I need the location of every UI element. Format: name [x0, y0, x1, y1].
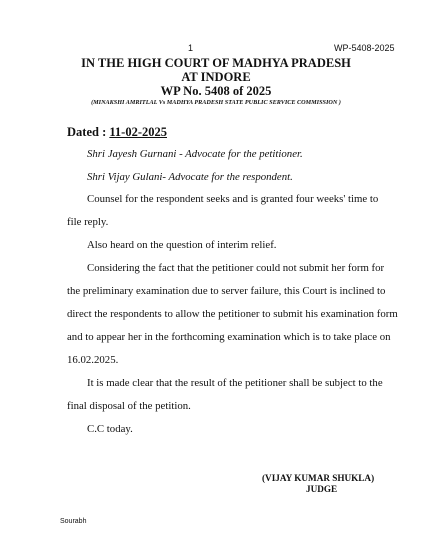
order-line: C.C today. — [87, 423, 133, 435]
page-number: 1 — [188, 43, 194, 53]
judge-name: (VIJAY KUMAR SHUKLA) — [262, 473, 375, 483]
court-name: IN THE HIGH COURT OF MADHYA PRADESH — [81, 56, 351, 70]
order-line: Counsel for the respondent seeks and is granted four weeks' time to — [87, 193, 379, 205]
order-line: Considering the fact that the petitioner could not submit her form for — [87, 262, 385, 274]
date-value: 11-02-2025 — [109, 125, 167, 139]
date-label: Dated : — [67, 125, 110, 139]
footer-initials: Sourabh — [60, 518, 87, 525]
bench-location: AT INDORE — [181, 70, 251, 84]
order-line: file reply. — [67, 216, 109, 228]
case-number: WP No. 5408 of 2025 — [160, 84, 272, 98]
order-line: the preliminary examination due to server failure, this Court is inclined to — [67, 285, 386, 297]
case-reference: WP-5408-2025 — [334, 43, 395, 53]
order-date — [67, 125, 167, 140]
order-line: direct the respondents to allow the petitioner to submit his examination form — [67, 308, 398, 320]
order-line: 16.02.2025. — [67, 354, 119, 366]
order-line: final disposal of the petition. — [67, 400, 191, 412]
order-line: It is made clear that the result of the petitioner shall be subject to the — [87, 377, 383, 389]
judge-title: JUDGE — [306, 484, 338, 494]
appearance-respondent: Shri Vijay Gulani- Advocate for the respondent. — [87, 171, 293, 183]
order-line: and to appear her in the forthcoming examination which is to take place on — [67, 331, 391, 343]
case-parties: (MINAKSHI AMRITLAL Vs MADHYA PRADESH STATE PUBLIC SERVICE COMMISSION ) — [91, 99, 341, 106]
appearance-petitioner: Shri Jayesh Gurnani - Advocate for the petitioner. — [87, 148, 303, 160]
order-line: Also heard on the question of interim relief. — [87, 239, 277, 251]
